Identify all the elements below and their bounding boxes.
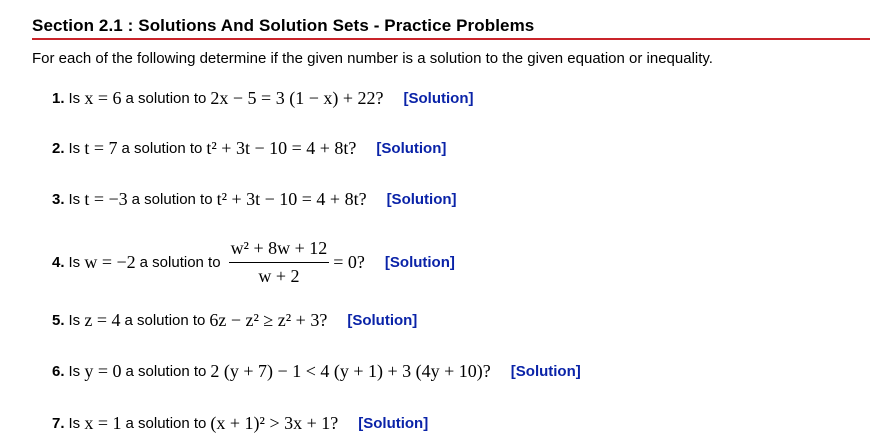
problem-number: 6. [52, 363, 65, 380]
is-word: Is [68, 254, 81, 271]
problem-value: x = 6 [84, 88, 122, 108]
solution-phrase: a solution to [125, 415, 207, 432]
is-word: Is [68, 415, 81, 432]
problem-number: 1. [52, 90, 65, 107]
problem-number: 2. [52, 140, 65, 157]
problem-value: z = 4 [84, 310, 121, 330]
solution-link[interactable]: [Solution] [403, 90, 474, 107]
solution-phrase: a solution to [139, 254, 221, 271]
solution-phrase: a solution to [124, 312, 206, 329]
problem-3 [52, 189, 457, 210]
fraction-denominator: w + 2 [258, 266, 300, 286]
problem-value: y = 0 [84, 361, 122, 381]
solution-link[interactable]: [Solution] [358, 415, 429, 432]
problem-number: 5. [52, 312, 65, 329]
solution-phrase: a solution to [125, 363, 207, 380]
problem-6 [52, 361, 581, 382]
problem-value: w = −2 [84, 252, 136, 272]
solution-link[interactable]: [Solution] [376, 140, 447, 157]
problem-5 [52, 310, 417, 331]
solution-link[interactable]: [Solution] [386, 191, 457, 208]
problem-number: 3. [52, 191, 65, 208]
problem-equation: t² + 3t − 10 = 4 + 8t? [206, 138, 357, 158]
problem-equation: 2 (y + 7) − 1 < 4 (y + 1) + 3 (4y + 10)? [210, 361, 491, 381]
solution-link[interactable]: [Solution] [510, 363, 581, 380]
is-word: Is [68, 140, 81, 157]
solution-phrase: a solution to [125, 90, 207, 107]
problem-equation: t² + 3t − 10 = 4 + 8t? [216, 189, 367, 209]
problem-equation: 2x − 5 = 3 (1 − x) + 22? [210, 88, 384, 108]
solution-phrase: a solution to [131, 191, 213, 208]
problem-equation: (x + 1)² > 3x + 1? [210, 413, 339, 433]
equation-rhs: = 0? [333, 252, 365, 272]
solution-phrase: a solution to [121, 140, 203, 157]
equation-fraction [229, 238, 330, 287]
page-title: Section 2.1 : Solutions And Solution Sets - Practice Problems [32, 16, 535, 35]
intro-text: For each of the following determine if the given number is a solution to the given equation or inequality. [32, 50, 713, 67]
is-word: Is [68, 191, 81, 208]
problem-value: t = −3 [84, 189, 128, 209]
is-word: Is [68, 312, 81, 329]
fraction-numerator: w² + 8w + 12 [229, 238, 330, 263]
solution-link[interactable]: [Solution] [347, 312, 418, 329]
problem-value: t = 7 [84, 138, 118, 158]
problem-value: x = 1 [84, 413, 122, 433]
problem-7 [52, 413, 428, 434]
title-divider [32, 38, 870, 40]
problem-equation: 6z − z² ≥ z² + 3? [209, 310, 328, 330]
problem-number: 7. [52, 415, 65, 432]
is-word: Is [68, 363, 81, 380]
is-word: Is [68, 90, 81, 107]
problem-2 [52, 138, 446, 159]
solution-link[interactable]: [Solution] [384, 254, 455, 271]
problem-number: 4. [52, 254, 65, 271]
problem-1 [52, 88, 473, 109]
problem-4 [52, 238, 455, 287]
